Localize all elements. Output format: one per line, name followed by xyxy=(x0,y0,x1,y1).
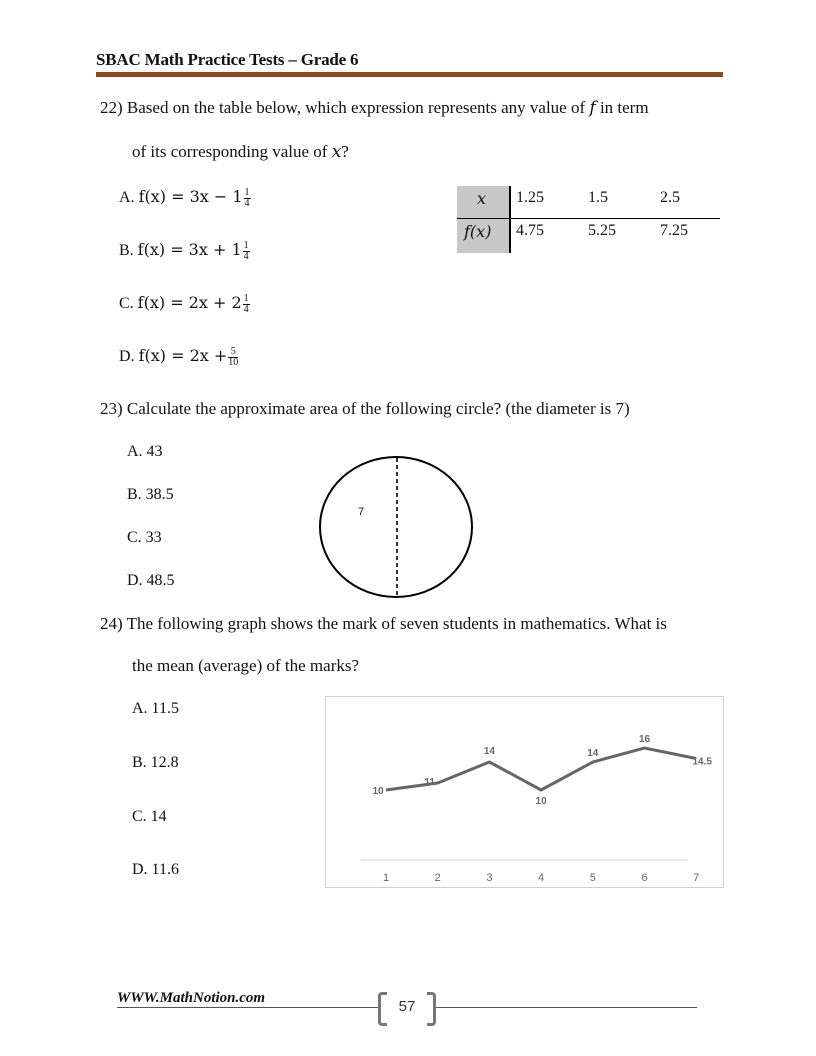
page-number-box xyxy=(378,992,436,1022)
x-tick-label: 5 xyxy=(589,872,596,884)
table-cell: 1.25 xyxy=(516,189,544,206)
data-label: 10 xyxy=(372,786,384,797)
data-label: 16 xyxy=(638,734,651,745)
option-expression: f(x) = 3x − 1 xyxy=(138,187,243,206)
question-24-line1: 24) The following graph shows the mark of seven students in mathematics. What is xyxy=(100,614,667,633)
q23-option-c[interactable]: C. 33 xyxy=(127,529,162,546)
option-fraction: $\frac{1}{4}$ xyxy=(243,239,249,262)
q23-option-a[interactable]: A. 43 xyxy=(127,443,163,460)
option-letter: B. xyxy=(119,242,134,259)
option-letter: C. xyxy=(119,295,134,312)
page-number: 57 xyxy=(398,998,416,1015)
circle-figure xyxy=(310,452,480,604)
chart-svg xyxy=(326,697,723,887)
footer-website[interactable]: WWW.MathNotion.com xyxy=(117,990,266,1006)
option-expression: f(x) = 2x + 2 xyxy=(137,293,242,312)
header-title: SBAC Math Practice Tests – Grade 6 xyxy=(96,50,359,69)
circle-outline xyxy=(320,457,472,597)
option-expression: f(x) = 3x + 1 xyxy=(137,240,242,259)
data-label: 14 xyxy=(483,746,495,757)
q24-option-a[interactable]: A. 11.5 xyxy=(132,700,179,717)
q24-option-b[interactable]: B. 12.8 xyxy=(132,754,179,771)
q22-text-end: in term xyxy=(599,98,649,117)
table-x-label: x xyxy=(477,189,487,208)
data-label: 10 xyxy=(535,796,547,807)
option-letter: D. xyxy=(119,348,135,365)
table-fx-label: f(x) xyxy=(464,222,492,241)
q23-option-b[interactable]: B. 38.5 xyxy=(127,486,174,503)
right-bracket xyxy=(427,992,436,1026)
table-cell: 1.5 xyxy=(588,189,608,206)
header-rule xyxy=(96,72,723,77)
option-fraction: $\frac{5}{10}$ xyxy=(228,345,239,368)
q22-f-symbol: f xyxy=(589,98,596,118)
q22-text2: of its corresponding value of xyxy=(132,142,328,161)
q22-option-c[interactable] xyxy=(119,293,250,315)
x-tick-label: 6 xyxy=(641,872,648,884)
table-horizontal-rule xyxy=(457,218,720,219)
data-label: 14 xyxy=(587,748,599,759)
table-vertical-rule xyxy=(509,186,511,253)
marks-line-chart xyxy=(325,696,724,888)
table-cell: 4.75 xyxy=(516,222,544,239)
q22-option-d[interactable] xyxy=(119,346,238,368)
option-expression: f(x) = 2x + xyxy=(138,346,228,365)
question-23-text: 23) Calculate the approximate area of the following circle? (the diameter is 7) xyxy=(100,399,630,418)
question-22-line2 xyxy=(132,142,349,162)
data-label: 14.5 xyxy=(692,756,712,768)
q24-option-d[interactable]: D. 11.6 xyxy=(132,861,179,878)
q22-option-b[interactable] xyxy=(119,240,250,262)
option-letter: A. xyxy=(119,189,135,206)
table-cell: 5.25 xyxy=(588,222,616,239)
data-label: 11 xyxy=(424,777,435,788)
x-tick-label: 3 xyxy=(486,872,493,884)
q22-qmark: ? xyxy=(341,142,349,161)
q24-option-c[interactable]: C. 14 xyxy=(132,808,167,825)
table-cell: 7.25 xyxy=(660,222,688,239)
question-24-line2: the mean (average) of the marks? xyxy=(132,656,360,675)
q22-option-a[interactable] xyxy=(119,187,251,209)
q22-text: 22) Based on the table below, which expression represents any value of xyxy=(100,98,586,117)
table-cell: 2.5 xyxy=(660,189,680,206)
x-tick-label: 1 xyxy=(382,872,390,884)
x-tick-label: 4 xyxy=(538,872,545,884)
x-tick-label: 2 xyxy=(434,872,441,884)
x-tick-label: 7 xyxy=(693,872,700,884)
q23-option-d[interactable]: D. 48.5 xyxy=(127,572,175,589)
q22-x-symbol: x xyxy=(331,142,342,162)
question-22-line1 xyxy=(100,98,649,118)
left-bracket xyxy=(378,992,387,1026)
diameter-label: 7 xyxy=(358,506,365,518)
option-fraction: $\frac{1}{4}$ xyxy=(243,292,249,315)
option-fraction: $\frac{1}{4}$ xyxy=(244,186,250,209)
